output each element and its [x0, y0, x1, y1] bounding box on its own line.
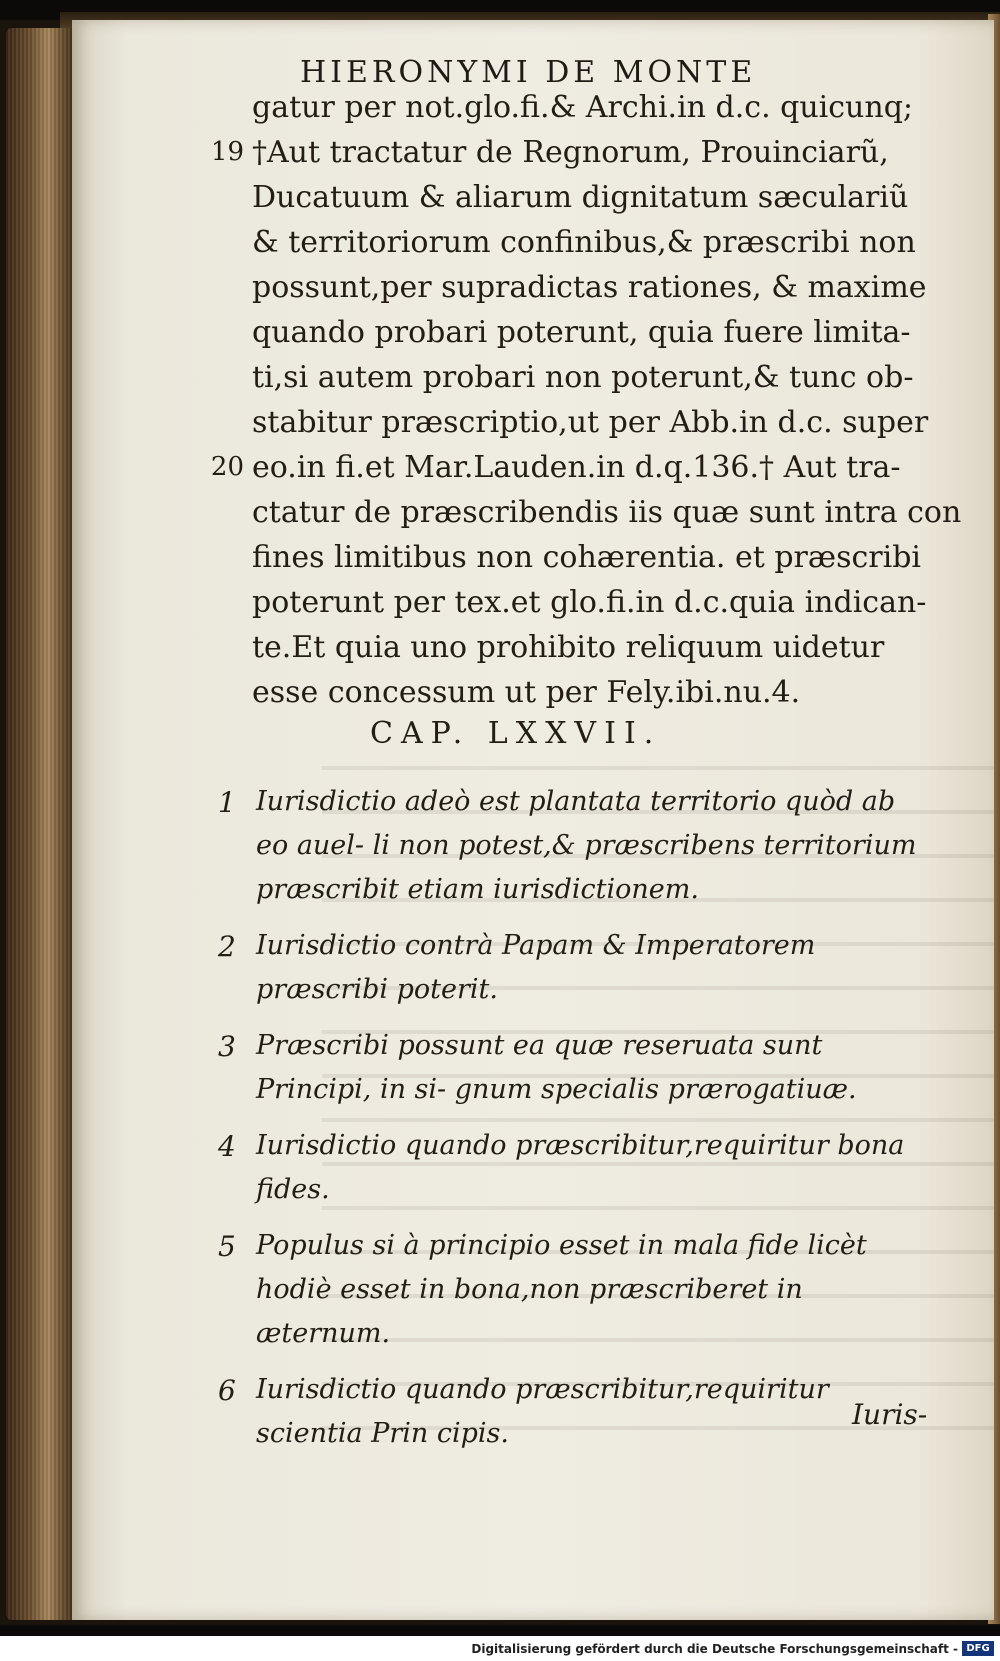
book-fore-edge — [6, 28, 76, 1620]
line-text: Ducatuum & aliarum dignitatum sæculariũ — [252, 180, 909, 215]
body-text — [180, 85, 962, 715]
text-line — [180, 220, 920, 265]
line-text: te.Et quia uno prohibito reliquum uidetur — [252, 630, 885, 665]
text-line — [180, 265, 927, 310]
summary-item — [160, 1224, 920, 1356]
marginal-number: 19 — [210, 137, 244, 167]
text-line — [180, 445, 920, 490]
catchword: Iuris- — [852, 1398, 928, 1431]
text-line — [180, 670, 920, 715]
text-line — [180, 535, 920, 580]
text-line — [180, 310, 920, 355]
text-line — [180, 355, 920, 400]
dfg-logo-icon: DFG — [962, 1641, 994, 1656]
chapter-heading: CAP. LXXVII. — [370, 716, 662, 751]
summary-text: Iurisdictio contrà Papam & Imperatorem præscribi poterit. — [256, 930, 816, 1005]
summary-item — [160, 1024, 920, 1112]
summary-text: Iurisdictio quando præscribitur,requiritur bona fides. — [256, 1130, 905, 1205]
running-head: HIERONYMI DE MONTE — [300, 55, 757, 90]
summary-item — [160, 924, 920, 1012]
text-line — [180, 130, 920, 175]
text-line — [180, 400, 929, 445]
line-text: gatur per not.glo.fi.& Archi.in d.c. quicunq; — [252, 90, 914, 125]
line-text: ctatur de præscribendis iis quæ sunt intra con — [252, 495, 962, 530]
marginal-number: 20 — [210, 452, 244, 482]
summary-item — [160, 780, 920, 912]
line-text: †Aut tractatur de Regnorum, Prouinciarũ, — [252, 135, 889, 170]
summary-number: 2 — [218, 930, 236, 963]
summary-text: Iurisdictio adeò est plantata territorio quòd ab eo auel- li non potest,& præscribens territorium præscribit etiam iurisdictionem. — [256, 786, 917, 905]
summary-number: 3 — [218, 1030, 236, 1063]
line-text: stabitur præscriptio,ut per Abb.in d.c. super — [252, 405, 929, 440]
text-line — [180, 175, 920, 220]
text-line — [180, 625, 920, 670]
summary-text: Iurisdictio quando præscribitur,requiritur scientia Prin cipis. — [256, 1374, 829, 1449]
summary-text: Præscribi possunt ea quæ reseruata sunt Principi, in si- gnum specialis prærogatiuæ. — [256, 1030, 857, 1105]
text-line — [180, 490, 962, 535]
line-text: esse concessum ut per Fely.ibi.nu.4. — [252, 675, 801, 710]
summary-number: 4 — [218, 1130, 236, 1163]
line-text: eo.in fi.et Mar.Lauden.in d.q.136.† Aut tra- — [252, 450, 901, 485]
summary-item — [160, 1124, 920, 1212]
footer-credit: Digitalisierung gefördert durch die Deutsche Forschungsgemeinschaft - — [471, 1642, 958, 1656]
text-line — [180, 580, 927, 625]
summary-number: 1 — [218, 786, 236, 819]
line-text: poterunt per tex.et glo.fi.in d.c.quia indican- — [252, 585, 927, 620]
line-text: & territoriorum confinibus,& præscribi non — [252, 225, 916, 260]
line-text: ti,si autem probari non poterunt,& tunc ob- — [252, 360, 914, 395]
chapter-summary-list — [160, 780, 920, 1468]
line-text: fines limitibus non cohærentia. et præscribi — [252, 540, 922, 575]
summary-number: 6 — [218, 1374, 236, 1407]
summary-item — [160, 1368, 920, 1456]
text-line — [180, 85, 920, 130]
summary-text: Populus si à principio esset in mala fide licèt hodiè esset in bona,non præscriberet in æternum. — [256, 1230, 867, 1349]
summary-number: 5 — [218, 1230, 236, 1263]
line-text: quando probari poterunt, quia fuere limita- — [252, 315, 911, 350]
line-text: possunt,per supradictas rationes, & maxime — [252, 270, 927, 305]
